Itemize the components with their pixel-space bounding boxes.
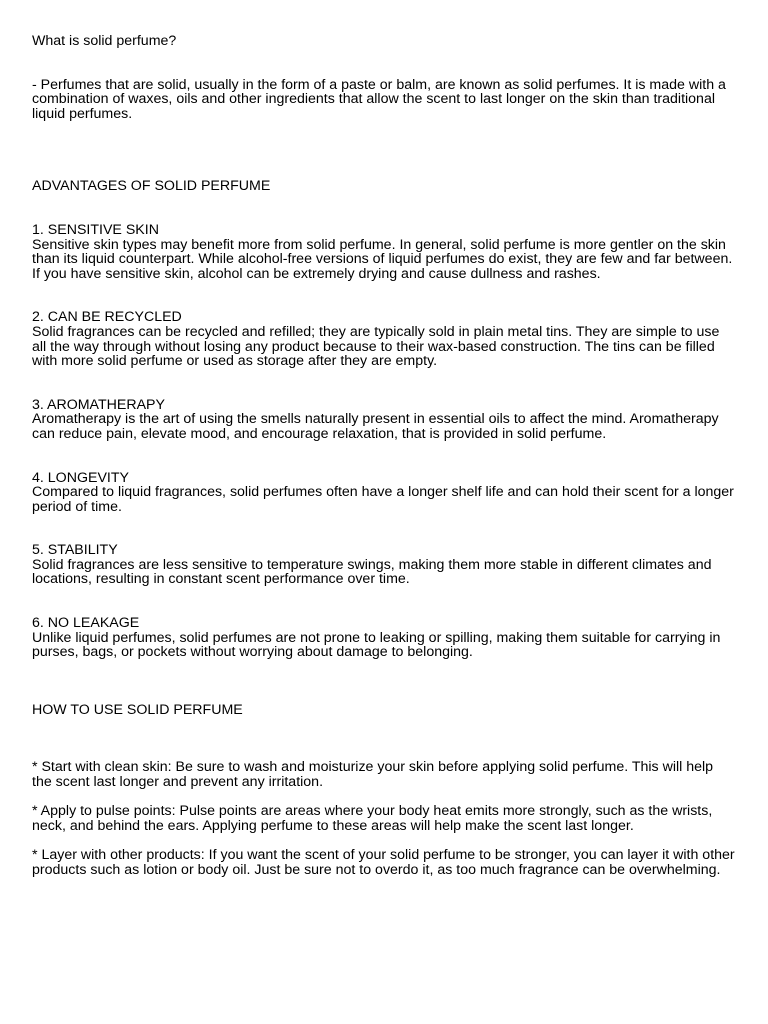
advantage-item xyxy=(32,223,736,281)
question-heading: What is solid perfume? xyxy=(32,33,177,49)
document-page xyxy=(32,34,736,892)
advantage-item xyxy=(32,398,736,442)
advantage-title: 5. STABILITY xyxy=(32,542,118,559)
advantage-title: 1. SENSITIVE SKIN xyxy=(32,221,159,238)
advantage-body: Solid fragrances are less sensitive to temperature swings, making them more stable in different climates and locations, resulting in constant scent performance over time. xyxy=(32,556,712,588)
advantage-title: 4. LONGEVITY xyxy=(32,469,129,486)
advantage-body: Unlike liquid perfumes, solid perfumes are not prone to leaking or spilling, making them suitable for carrying in purses, bags, or pockets without worrying about damage to belonging. xyxy=(32,629,721,661)
advantage-title: 6. NO LEAKAGE xyxy=(32,615,140,632)
advantage-item xyxy=(32,616,736,660)
advantages-list xyxy=(32,223,736,660)
tips-list xyxy=(32,760,736,877)
advantage-item xyxy=(32,543,736,587)
advantages-heading: ADVANTAGES OF SOLID PERFUME xyxy=(32,178,271,195)
advantage-body: Aromatherapy is the art of using the smells naturally present in essential oils to affect the mind. Aromatherapy can reduce pain, elevate mood, and encourage relaxation, that is provided in solid perfume. xyxy=(32,411,719,442)
advantage-item xyxy=(32,310,736,368)
tip-item: * Layer with other products: If you want the scent of your solid perfume to be stronger, you can layer it with other products such as lotion or body oil. Just be sure not to overdo it, as too much fragrance can be overwhelming. xyxy=(32,847,735,878)
intro-paragraph: - Perfumes that are solid, usually in the form of a paste or balm, are known as solid perfumes. It is made with a combination of waxes, oils and other ingredients that allow the scent to last longer on the skin than traditional liquid perfumes. xyxy=(32,76,726,122)
advantage-body: Sensitive skin types may benefit more from solid perfume. In general, solid perfume is more gentler on the skin than its liquid counterpart. While alcohol-free versions of liquid perfumes do exist, they are few and far between. If you have sensitive skin, alcohol can be extremely drying and cause dullness and rashes. xyxy=(32,236,733,282)
how-to-heading: HOW TO USE SOLID PERFUME xyxy=(32,701,243,718)
advantage-title: 2. CAN BE RECYCLED xyxy=(32,309,182,326)
advantage-body: Compared to liquid fragrances, solid perfumes often have a longer shelf life and can hold their scent for a longer period of time. xyxy=(32,484,734,515)
advantage-title: 3. AROMATHERAPY xyxy=(32,396,165,413)
advantage-body: Solid fragrances can be recycled and refilled; they are typically sold in plain metal tins. They are simple to use all the way through without losing any product because to their wax-based construction. The tins can be filled with more solid perfume or used as storage after they are empty. xyxy=(32,323,720,370)
tip-item: * Apply to pulse points: Pulse points are areas where your body heat emits more strongly, such as the wrists, neck, and behind the ears. Applying perfume to these areas will help make the scent last longer. xyxy=(32,803,713,834)
advantage-item xyxy=(32,471,736,515)
tip-item: * Start with clean skin: Be sure to wash and moisturize your skin before applying solid perfume. This will help the scent last longer and prevent any irritation. xyxy=(32,759,714,791)
